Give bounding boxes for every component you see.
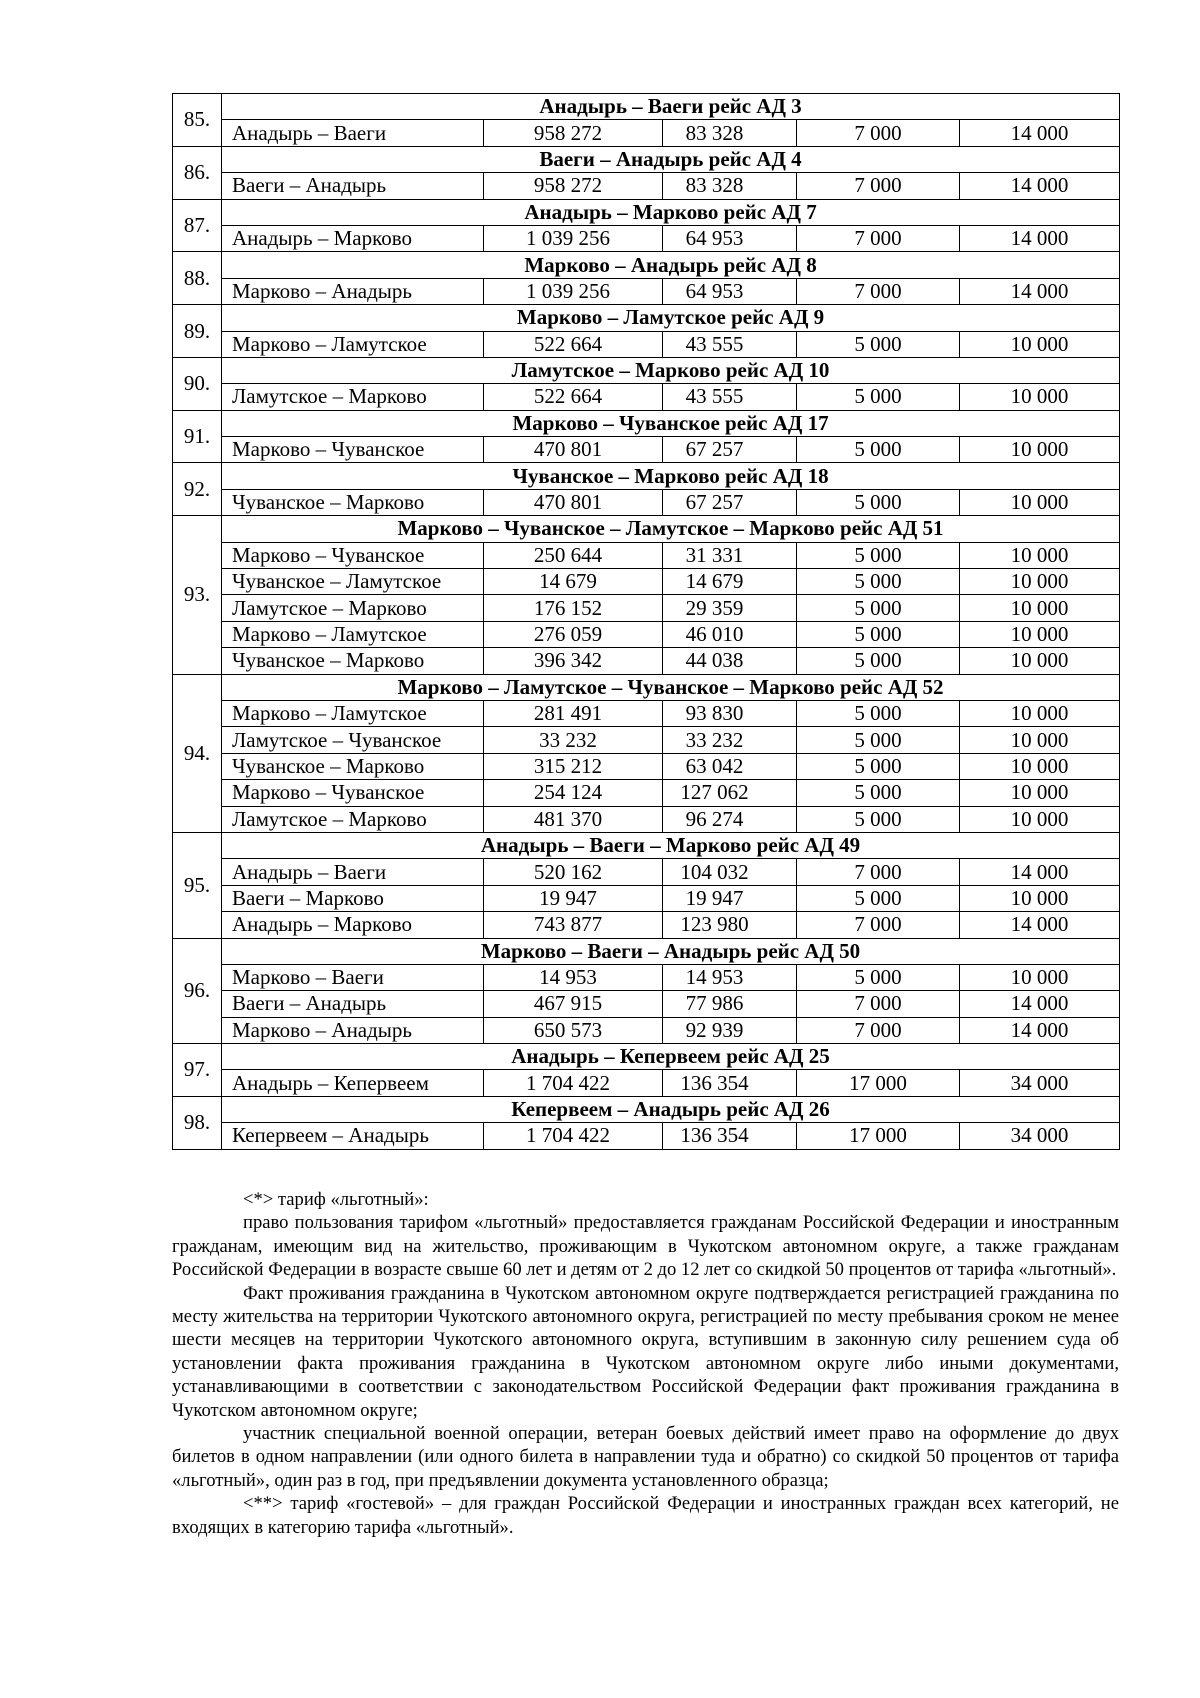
value-cell: 7 000 <box>797 120 960 146</box>
value-cell: 396 342 <box>484 648 663 674</box>
segment-name: Ламутское – Марково <box>222 384 484 410</box>
route-title: Чуванское – Марково рейс АД 18 <box>222 463 1120 489</box>
table-row <box>173 700 1120 726</box>
footnote-guest-tariff: <**> тариф «гостевой» – для граждан Российской Федерации и иностранных граждан всех категорий, не входящих в категорию тарифа «льготный». <box>172 1493 1119 1538</box>
value-cell: 470 801 <box>484 489 663 515</box>
value-cell: 43 555 <box>663 331 797 357</box>
value-cell: 5 000 <box>797 489 960 515</box>
value-cell: 7 000 <box>797 859 960 885</box>
value-cell: 481 370 <box>484 806 663 832</box>
value-cell: 5 000 <box>797 806 960 832</box>
table-row <box>173 120 1120 146</box>
row-number: 89. <box>173 305 222 358</box>
footnote-benefit-eligibility: право пользования тарифом «льготный» предоставляется гражданам Российской Федерации и иностранным гражданам, имеющим вид на жительство, проживающим в Чукотском автономном округе, а также гражданам Российской Федерации в возрасте свыше 60 лет и детям от 2 до 12 лет со скидкой 50 процентов от тарифа «льготный». <box>172 1212 1119 1281</box>
footnote-svo-participants: участник специальной военной операции, ветеран боевых действий имеет право на оформление до двух билетов в одном направлении (или одного билета в направлении туда и обратно) со скидкой 50 процентов от тарифа «льготный», один раз в год, при предъявлении документа установленного образца; <box>172 1423 1119 1491</box>
value-cell: 127 062 <box>663 780 797 806</box>
value-cell: 10 000 <box>960 621 1120 647</box>
table-row <box>173 384 1120 410</box>
route-header-row <box>173 1044 1120 1070</box>
value-cell: 10 000 <box>960 648 1120 674</box>
row-number: 97. <box>173 1044 222 1097</box>
table-row <box>173 595 1120 621</box>
value-cell: 5 000 <box>797 780 960 806</box>
value-cell: 64 953 <box>663 278 797 304</box>
value-cell: 14 000 <box>960 912 1120 938</box>
segment-name: Ваеги – Анадырь <box>222 991 484 1017</box>
row-number: 90. <box>173 357 222 410</box>
route-header-row <box>173 94 1120 120</box>
value-cell: 14 000 <box>960 120 1120 146</box>
row-number: 85. <box>173 94 222 147</box>
value-cell: 7 000 <box>797 912 960 938</box>
value-cell: 17 000 <box>797 1070 960 1096</box>
value-cell: 743 877 <box>484 912 663 938</box>
segment-name: Марково – Ламутское <box>222 621 484 647</box>
table-row <box>173 437 1120 463</box>
segment-name: Ваеги – Марково <box>222 885 484 911</box>
route-header-row <box>173 305 1120 331</box>
value-cell: 522 664 <box>484 331 663 357</box>
value-cell: 96 274 <box>663 806 797 832</box>
value-cell: 315 212 <box>484 753 663 779</box>
route-title: Марково – Чуванское – Ламутское – Марково рейс АД 51 <box>222 516 1120 542</box>
segment-name: Ламутское – Марково <box>222 806 484 832</box>
value-cell: 31 331 <box>663 542 797 568</box>
route-header-row <box>173 674 1120 700</box>
route-title: Анадырь – Кепервеем рейс АД 25 <box>222 1044 1120 1070</box>
table-row <box>173 964 1120 990</box>
table-row <box>173 648 1120 674</box>
table-row <box>173 225 1120 251</box>
value-cell: 19 947 <box>484 885 663 911</box>
table-row <box>173 885 1120 911</box>
route-header-row <box>173 1096 1120 1122</box>
value-cell: 14 000 <box>960 278 1120 304</box>
value-cell: 1 039 256 <box>484 225 663 251</box>
row-number: 96. <box>173 938 222 1044</box>
table-row <box>173 278 1120 304</box>
route-header-row <box>173 146 1120 172</box>
value-cell: 10 000 <box>960 542 1120 568</box>
route-header-row <box>173 410 1120 436</box>
table-row <box>173 806 1120 832</box>
tariff-table-body <box>173 94 1120 1150</box>
route-title: Анадырь – Ваеги рейс АД 3 <box>222 94 1120 120</box>
segment-name: Марково – Чуванское <box>222 542 484 568</box>
segment-name: Чуванское – Ламутское <box>222 569 484 595</box>
value-cell: 10 000 <box>960 331 1120 357</box>
value-cell: 470 801 <box>484 437 663 463</box>
table-row <box>173 753 1120 779</box>
row-number: 95. <box>173 832 222 938</box>
value-cell: 83 328 <box>663 173 797 199</box>
value-cell: 522 664 <box>484 384 663 410</box>
value-cell: 5 000 <box>797 648 960 674</box>
value-cell: 10 000 <box>960 569 1120 595</box>
value-cell: 33 232 <box>484 727 663 753</box>
table-row <box>173 1070 1120 1096</box>
value-cell: 93 830 <box>663 700 797 726</box>
value-cell: 136 354 <box>663 1070 797 1096</box>
value-cell: 7 000 <box>797 225 960 251</box>
value-cell: 43 555 <box>663 384 797 410</box>
value-cell: 7 000 <box>797 991 960 1017</box>
table-row <box>173 569 1120 595</box>
value-cell: 14 953 <box>663 964 797 990</box>
value-cell: 14 000 <box>960 173 1120 199</box>
segment-name: Анадырь – Марково <box>222 225 484 251</box>
route-header-row <box>173 463 1120 489</box>
value-cell: 1 704 422 <box>484 1123 663 1149</box>
value-cell: 5 000 <box>797 542 960 568</box>
value-cell: 14 000 <box>960 859 1120 885</box>
value-cell: 136 354 <box>663 1123 797 1149</box>
value-cell: 92 939 <box>663 1017 797 1043</box>
route-header-row <box>173 199 1120 225</box>
value-cell: 5 000 <box>797 569 960 595</box>
value-cell: 5 000 <box>797 753 960 779</box>
segment-name: Анадырь – Марково <box>222 912 484 938</box>
value-cell: 64 953 <box>663 225 797 251</box>
table-row <box>173 780 1120 806</box>
table-row <box>173 489 1120 515</box>
value-cell: 5 000 <box>797 384 960 410</box>
value-cell: 10 000 <box>960 780 1120 806</box>
table-row <box>173 173 1120 199</box>
value-cell: 5 000 <box>797 700 960 726</box>
segment-name: Марково – Ламутское <box>222 331 484 357</box>
row-number: 87. <box>173 199 222 252</box>
value-cell: 14 679 <box>663 569 797 595</box>
row-number: 86. <box>173 146 222 199</box>
value-cell: 467 915 <box>484 991 663 1017</box>
value-cell: 958 272 <box>484 173 663 199</box>
value-cell: 281 491 <box>484 700 663 726</box>
value-cell: 67 257 <box>663 437 797 463</box>
value-cell: 5 000 <box>797 964 960 990</box>
value-cell: 46 010 <box>663 621 797 647</box>
segment-name: Кепервеем – Анадырь <box>222 1123 484 1149</box>
table-row <box>173 859 1120 885</box>
value-cell: 10 000 <box>960 595 1120 621</box>
value-cell: 104 032 <box>663 859 797 885</box>
route-title: Анадырь – Ваеги – Марково рейс АД 49 <box>222 832 1120 858</box>
value-cell: 10 000 <box>960 727 1120 753</box>
value-cell: 520 162 <box>484 859 663 885</box>
value-cell: 17 000 <box>797 1123 960 1149</box>
segment-name: Анадырь – Ваеги <box>222 859 484 885</box>
segment-name: Марково – Анадырь <box>222 278 484 304</box>
value-cell: 29 359 <box>663 595 797 621</box>
row-number: 98. <box>173 1096 222 1149</box>
segment-name: Чуванское – Марково <box>222 648 484 674</box>
value-cell: 14 000 <box>960 1017 1120 1043</box>
segment-name: Ламутское – Чуванское <box>222 727 484 753</box>
value-cell: 67 257 <box>663 489 797 515</box>
segment-name: Ваеги – Анадырь <box>222 173 484 199</box>
value-cell: 250 644 <box>484 542 663 568</box>
table-row <box>173 621 1120 647</box>
value-cell: 5 000 <box>797 885 960 911</box>
route-header-row <box>173 516 1120 542</box>
table-row <box>173 542 1120 568</box>
row-number: 91. <box>173 410 222 463</box>
value-cell: 10 000 <box>960 437 1120 463</box>
route-header-row <box>173 357 1120 383</box>
segment-name: Анадырь – Кепервеем <box>222 1070 484 1096</box>
value-cell: 14 000 <box>960 991 1120 1017</box>
row-number: 93. <box>173 516 222 674</box>
value-cell: 10 000 <box>960 700 1120 726</box>
route-title: Анадырь – Марково рейс АД 7 <box>222 199 1120 225</box>
value-cell: 5 000 <box>797 727 960 753</box>
route-title: Ваеги – Анадырь рейс АД 4 <box>222 146 1120 172</box>
value-cell: 7 000 <box>797 1017 960 1043</box>
value-cell: 19 947 <box>663 885 797 911</box>
value-cell: 34 000 <box>960 1070 1120 1096</box>
value-cell: 33 232 <box>663 727 797 753</box>
segment-name: Марково – Ваеги <box>222 964 484 990</box>
value-cell: 5 000 <box>797 331 960 357</box>
footnote-benefit-title: <*> тариф «льготный»: <box>243 1189 429 1210</box>
value-cell: 83 328 <box>663 120 797 146</box>
footnote-residence-proof: Факт проживания гражданина в Чукотском автономном округе подтверждается регистрацией гражданина по месту жительства на территории Чукотского автономного округа, регистрацией по месту пребывания сроком не менее шести месяцев на территории Чукотского автономного округа, вступившим в законную силу решением суда об установлении факта проживания гражданина в Чукотском автономном округе либо иными документами, устанавливающими в соответствии с законодательством Российской Федерации факт проживания гражданина в Чукотском автономном округе; <box>172 1282 1119 1421</box>
value-cell: 5 000 <box>797 621 960 647</box>
table-row <box>173 1017 1120 1043</box>
value-cell: 650 573 <box>484 1017 663 1043</box>
row-number: 88. <box>173 252 222 305</box>
segment-name: Марково – Анадырь <box>222 1017 484 1043</box>
route-title: Марково – Анадырь рейс АД 8 <box>222 252 1120 278</box>
route-header-row <box>173 252 1120 278</box>
value-cell: 1 704 422 <box>484 1070 663 1096</box>
value-cell: 254 124 <box>484 780 663 806</box>
value-cell: 14 679 <box>484 569 663 595</box>
value-cell: 5 000 <box>797 437 960 463</box>
value-cell: 77 986 <box>663 991 797 1017</box>
value-cell: 7 000 <box>797 278 960 304</box>
segment-name: Анадырь – Ваеги <box>222 120 484 146</box>
value-cell: 176 152 <box>484 595 663 621</box>
value-cell: 276 059 <box>484 621 663 647</box>
route-title: Кепервеем – Анадырь рейс АД 26 <box>222 1096 1120 1122</box>
route-header-row <box>173 832 1120 858</box>
value-cell: 63 042 <box>663 753 797 779</box>
value-cell: 1 039 256 <box>484 278 663 304</box>
route-title: Марково – Чуванское рейс АД 17 <box>222 410 1120 436</box>
segment-name: Марково – Чуванское <box>222 437 484 463</box>
segment-name: Марково – Чуванское <box>222 780 484 806</box>
route-title: Марково – Ламутское рейс АД 9 <box>222 305 1120 331</box>
table-row <box>173 331 1120 357</box>
table-row <box>173 1123 1120 1149</box>
value-cell: 10 000 <box>960 753 1120 779</box>
value-cell: 7 000 <box>797 173 960 199</box>
route-title: Марково – Ваеги – Анадырь рейс АД 50 <box>222 938 1120 964</box>
value-cell: 123 980 <box>663 912 797 938</box>
value-cell: 10 000 <box>960 964 1120 990</box>
table-row <box>173 912 1120 938</box>
value-cell: 14 000 <box>960 225 1120 251</box>
segment-name: Чуванское – Марково <box>222 489 484 515</box>
value-cell: 10 000 <box>960 806 1120 832</box>
row-number: 92. <box>173 463 222 516</box>
value-cell: 34 000 <box>960 1123 1120 1149</box>
row-number: 94. <box>173 674 222 832</box>
value-cell: 958 272 <box>484 120 663 146</box>
segment-name: Чуванское – Марково <box>222 753 484 779</box>
value-cell: 44 038 <box>663 648 797 674</box>
value-cell: 10 000 <box>960 885 1120 911</box>
value-cell: 5 000 <box>797 595 960 621</box>
route-header-row <box>173 938 1120 964</box>
segment-name: Марково – Ламутское <box>222 700 484 726</box>
route-title: Ламутское – Марково рейс АД 10 <box>222 357 1120 383</box>
segment-name: Ламутское – Марково <box>222 595 484 621</box>
table-row <box>173 727 1120 753</box>
value-cell: 14 953 <box>484 964 663 990</box>
value-cell: 10 000 <box>960 384 1120 410</box>
value-cell: 10 000 <box>960 489 1120 515</box>
table-row <box>173 991 1120 1017</box>
tariff-table <box>172 93 1120 1150</box>
footnotes <box>172 1188 1119 1539</box>
route-title: Марково – Ламутское – Чуванское – Марково рейс АД 52 <box>222 674 1120 700</box>
